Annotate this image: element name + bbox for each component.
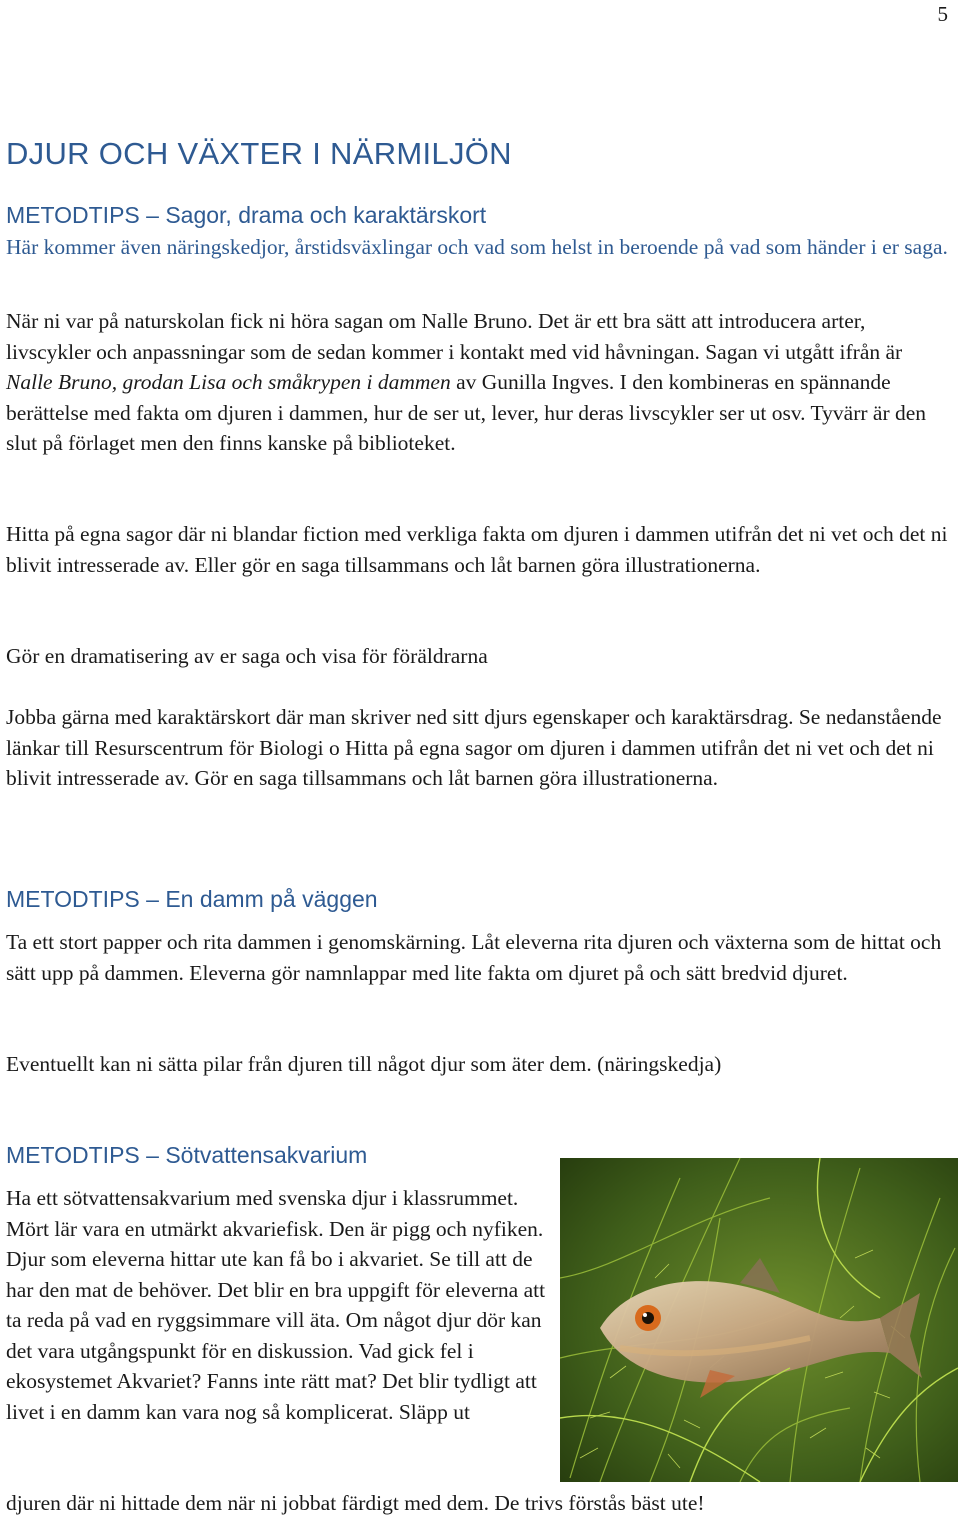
section-intro: Här kommer även näringskedjor, årstidsväxlingar och vad som helst in beroende på vad som händer i er saga. xyxy=(6,235,948,259)
fish-in-plants-image xyxy=(560,1158,958,1482)
page-number: 5 xyxy=(937,2,948,26)
paragraph-karaktarskort: Jobba gärna med karaktärskort där man skriver ned sitt djurs egenskaper och karaktärsdrag. Se nedanstående länkar till Resurscentrum för Biologi o Hitta på egna sagor om djuren i dammen utifrån det ni vet och det ni blivit intresserade av. Gör en saga tillsammans och låt barnen göra illustrationerna. xyxy=(6,705,942,790)
paragraph-dramatisering: Gör en dramatisering av er saga och visa för föräldrarna xyxy=(6,644,488,668)
section-heading-akvarium: METODTIPS – Sötvattensakvarium xyxy=(6,1142,368,1168)
paragraph-akvarium-last-line: djuren där ni hittade dem när ni jobbat färdigt med dem. De trivs förstås bäst ute! xyxy=(6,1491,705,1515)
section-heading-damm: METODTIPS – En damm på väggen xyxy=(6,886,378,912)
paragraph-egna-sagor: Hitta på egna sagor där ni blandar fiction med verkliga fakta om djuren i dammen utifrån det ni vet och det ni blivit intresserade av. Eller gör en saga tillsammans och låt barnen göra illustrationerna. xyxy=(6,522,948,577)
page-title: DJUR OCH VÄXTER I NÄRMILJÖN xyxy=(6,136,512,171)
paragraph-text: När ni var på naturskolan fick ni höra sagan om Nalle Bruno. Det är ett bra sätt att introducera arter, livscykler och anpassningar som de sedan kommer i kontakt med vid håvningan. Sagan vi utgått ifrån är xyxy=(6,309,903,364)
book-title: Nalle Bruno, grodan Lisa och småkrypen i dammen xyxy=(6,370,451,394)
paragraph-damm-pa-vaggen: Ta ett stort papper och rita dammen i genomskärning. Låt eleverna rita djuren och växterna som de hittat och sätt upp på dammen. Eleverna gör namnlappar med lite fakta om djuret på och sätt bredvid djuret. xyxy=(6,930,942,985)
section-heading-sagor: METODTIPS – Sagor, drama och karaktärskort xyxy=(6,202,487,228)
paragraph-nalle-bruno xyxy=(6,306,951,459)
fish-photo xyxy=(560,1158,958,1482)
paragraph-naringskedja: Eventuellt kan ni sätta pilar från djuren till något djur som äter dem. (näringskedja) xyxy=(6,1052,722,1076)
paragraph-text: av Gunilla Ingves. I den kombineras en spännande berättelse med fakta om djuren i dammen, hur de ser ut, lever, hur deras livscykler ser ut osv. Tyvärr är den slut på förlaget men den finns kanske på biblioteket. xyxy=(6,370,927,455)
paragraph-akvarium: Ha ett sötvattensakvarium med svenska djur i klassrummet. Mört lär vara en utmärkt akvariefisk. Den är pigg och nyfiken. Djur som eleverna hittar ute kan få bo i akvariet. Se till att de har den mat de behöver. Det blir en bra uppgift för eleverna att ta reda på vad en ryggsimmare vill äta. Om något djur dör kan det vara utgångspunkt för en diskussion. Vad gick fel i ekosystemet Akvariet? Fanns inte rätt mat? Det blir tydligt att livet i en damm kan vara nog så komplicerat. Släpp ut xyxy=(6,1186,546,1424)
